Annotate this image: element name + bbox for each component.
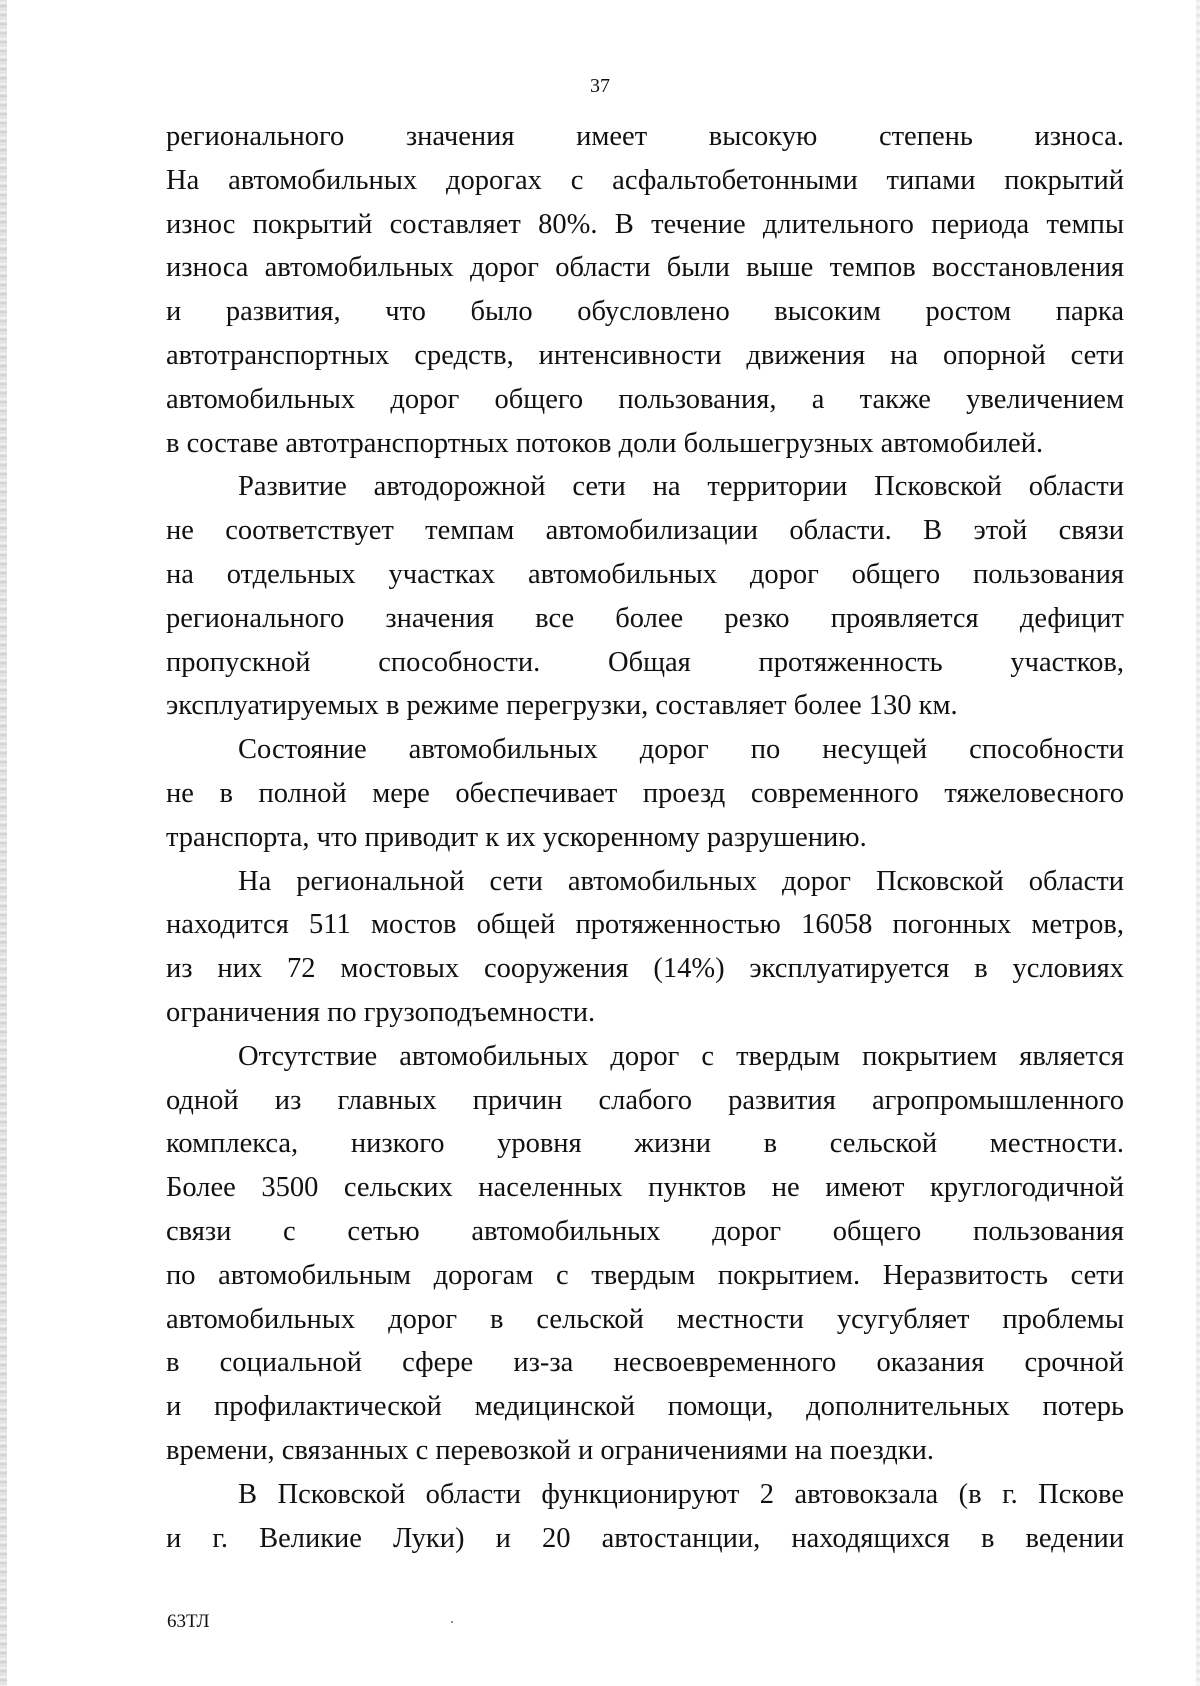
text-line: на отдельных участках автомобильных дорог общего пользования: [166, 558, 1124, 590]
paragraph: [166, 115, 1124, 465]
text-line: автотранспортных средств, интенсивности движения на опорной сети: [166, 339, 1124, 371]
text-line: в социальной сфере из-за несвоевременного оказания срочной: [166, 1347, 1124, 1379]
paragraph: [166, 465, 1124, 728]
text-line: В Псковской области функционируют 2 автовокзала (в г. Пскове: [238, 1478, 1124, 1510]
page-number: 37: [590, 75, 610, 97]
text-line: связи с сетью автомобильных дорог общего пользования: [166, 1215, 1124, 1247]
text-line: автомобильных дорог общего пользования, а также увеличением: [166, 383, 1124, 415]
text-line: ограничения по грузоподъемности.: [166, 996, 596, 1028]
text-line: пропускной способности. Общая протяженность участков,: [166, 646, 1124, 678]
text-line: и профилактической медицинской помощи, дополнительных потерь: [166, 1391, 1124, 1423]
text-line: из них 72 мостовых сооружения (14%) эксплуатируется в условиях: [166, 953, 1124, 985]
text-line: в составе автотранспортных потоков доли большегрузных автомобилей.: [166, 427, 1044, 459]
text-line: Состояние автомобильных дорог по несущей способности: [238, 734, 1124, 766]
text-line: не в полной мере обеспечивает проезд современного тяжеловесного: [166, 777, 1124, 809]
text-line: не соответствует темпам автомобилизации области. В этой связи: [166, 515, 1124, 547]
text-line: износ покрытий составляет 80%. В течение длительного периода темпы: [166, 208, 1124, 240]
footer-document-code: 63ТЛ: [167, 1611, 210, 1632]
text-line: находится 511 мостов общей протяженностью 16058 погонных метров,: [166, 909, 1124, 941]
text-line: одной из главных причин слабого развития агропромышленного: [166, 1084, 1124, 1116]
text-line: регионального значения имеет высокую степень износа.: [166, 121, 1124, 152]
text-line: Развитие автодорожной сети на территории Псковской области: [238, 471, 1124, 503]
text-line: износа автомобильных дорог области были выше темпов восстановления: [166, 252, 1124, 284]
text-line: и развития, что было обусловлено высоким ростом парка: [166, 296, 1124, 328]
text-line: транспорта, что приводит к их ускоренному разрушению.: [166, 821, 867, 853]
text-line: На автомобильных дорогах с асфальтобетонными типами покрытий: [166, 164, 1124, 196]
text-line: На региональной сети автомобильных дорог Псковской области: [238, 865, 1124, 897]
paragraph: [166, 728, 1124, 859]
text-line: эксплуатируемых в режиме перегрузки, составляет более 130 км.: [166, 690, 958, 722]
text-line: Более 3500 сельских населенных пунктов не имеют круглогодичной: [166, 1172, 1124, 1204]
scan-left-edge: [0, 0, 7, 1686]
text-line: по автомобильным дорогам с твердым покрытием. Неразвитость сети: [166, 1259, 1124, 1291]
text-line: времени, связанных с перевозкой и ограничениями на поездки.: [166, 1434, 935, 1466]
text-line: комплекса, низкого уровня жизни в сельской местности.: [166, 1128, 1124, 1160]
paragraph: [166, 1473, 1124, 1561]
text-line: регионального значения все более резко проявляется дефицит: [166, 602, 1124, 634]
scan-right-edge: [1196, 0, 1200, 1686]
text-line: Отсутствие автомобильных дорог с твердым покрытием является: [238, 1040, 1124, 1072]
paragraph: [166, 1035, 1124, 1473]
text-line: и г. Великие Луки) и 20 автостанции, находящихся в ведении: [166, 1522, 1124, 1554]
scan-speck: [451, 1621, 453, 1623]
paragraph: [166, 860, 1124, 1035]
text-line: автомобильных дорог в сельской местности усугубляет проблемы: [166, 1303, 1124, 1335]
document-body: [166, 115, 1124, 1560]
